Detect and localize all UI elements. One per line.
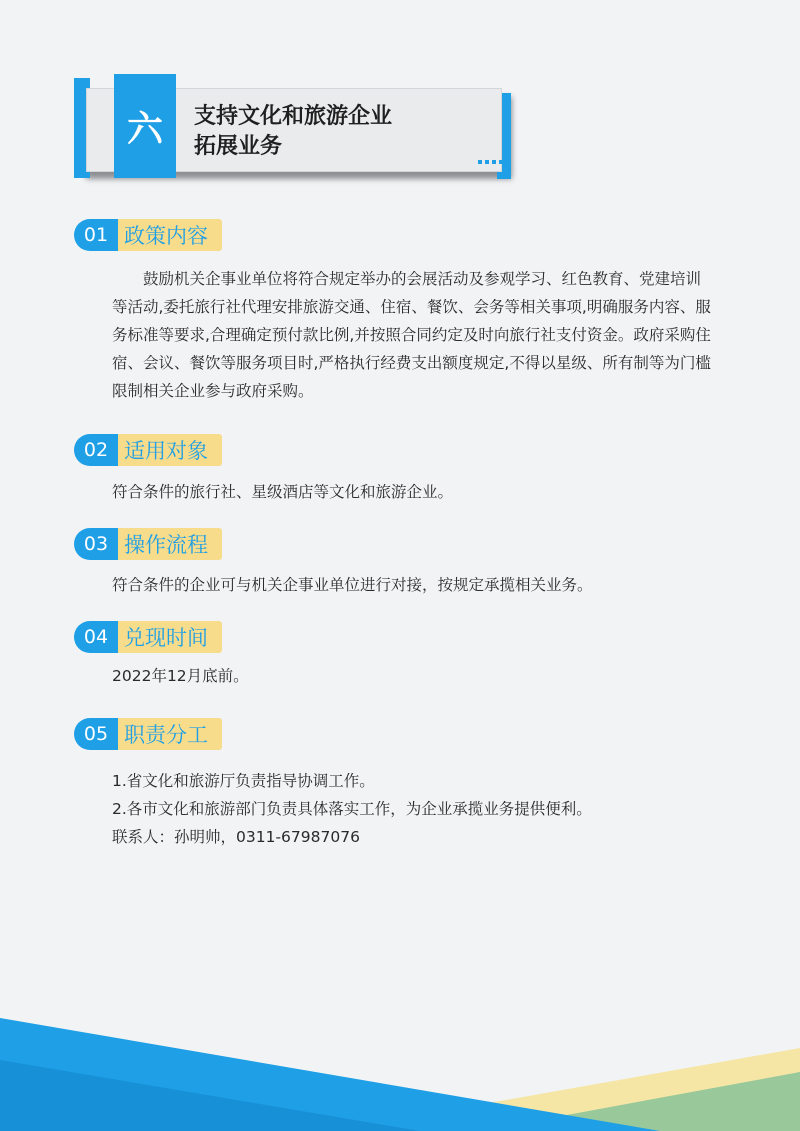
text-line: 鼓励机关企事业单位将符合规定举办的会展活动及参观学习、红色教育、党建培训 xyxy=(143,270,702,288)
section-body-03 xyxy=(112,571,736,599)
section-number: 05 xyxy=(74,718,118,750)
section-heading-01 xyxy=(74,218,222,252)
chapter-title-line1: 支持文化和旅游企业 xyxy=(194,104,393,129)
section-number: 04 xyxy=(74,621,118,653)
text-line: 务标准等要求,合理确定预付款比例,并按照合同约定及时向旅行社支付资金。政府采购住 xyxy=(112,326,711,344)
text-line: 等活动,委托旅行社代理安排旅游交通、住宿、餐饮、会务等相关事项,明确服务内容、服 xyxy=(112,298,711,316)
contact-line: 联系人：孙明帅，0311-67987076 xyxy=(112,828,360,846)
header-dots-decoration xyxy=(478,160,510,164)
bottom-wave-decoration xyxy=(0,1000,800,1131)
text-line: 2.各市文化和旅游部门负责具体落实工作，为企业承揽业务提供便利。 xyxy=(112,800,592,818)
chapter-number: 六 xyxy=(114,74,176,178)
section-heading-02 xyxy=(74,433,222,467)
section-heading-04 xyxy=(74,620,222,654)
chapter-title xyxy=(194,102,484,162)
section-title: 兑现时间 xyxy=(114,621,222,653)
text-line: 宿、会议、餐饮等服务项目时,严格执行经费支出额度规定,不得以星级、所有制等为门槛 xyxy=(112,354,711,372)
text-line: 1.省文化和旅游厅负责指导协调工作。 xyxy=(112,772,375,790)
section-number: 01 xyxy=(74,219,118,251)
section-body-01 xyxy=(112,265,736,405)
text-line: 2022年12月底前。 xyxy=(112,667,249,685)
text-line: 符合条件的企业可与机关企事业单位进行对接，按规定承揽相关业务。 xyxy=(112,576,593,594)
section-number: 03 xyxy=(74,528,118,560)
section-title: 政策内容 xyxy=(114,219,222,251)
section-title: 适用对象 xyxy=(114,434,222,466)
section-number: 02 xyxy=(74,434,118,466)
text-line: 符合条件的旅行社、星级酒店等文化和旅游企业。 xyxy=(112,483,454,501)
text-line: 限制相关企业参与政府采购。 xyxy=(112,382,314,400)
section-body-02 xyxy=(112,478,736,506)
section-heading-05 xyxy=(74,717,222,751)
chapter-title-line2: 拓展业务 xyxy=(194,134,283,159)
section-title: 操作流程 xyxy=(114,528,222,560)
section-title: 职责分工 xyxy=(114,718,222,750)
section-heading-03 xyxy=(74,527,222,561)
section-body-04 xyxy=(112,662,736,690)
section-body-05 xyxy=(112,767,736,851)
